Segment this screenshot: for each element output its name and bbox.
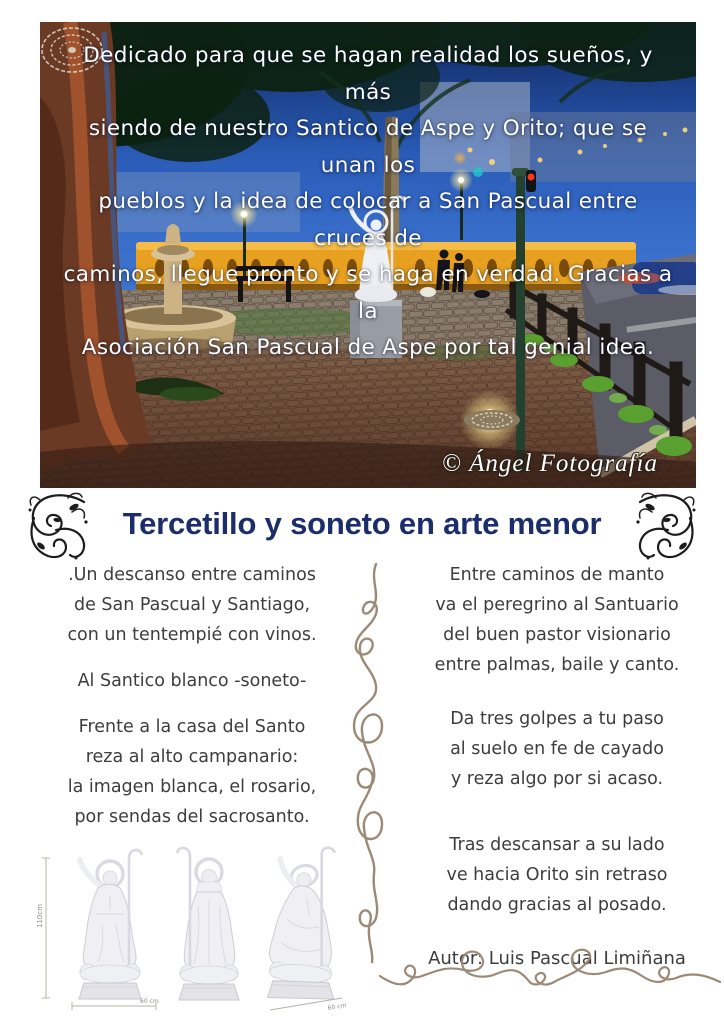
statue-front-view	[77, 850, 142, 999]
poem-line: dando gracias al posado.	[447, 895, 667, 915]
poem-line: de San Pascual y Santiago,	[73, 595, 311, 615]
dedication-line: siendo de nuestro Santico de Aspe y Orito; que se unan los	[88, 116, 648, 178]
dedication-line: Asociación San Pascual de Aspe por tal genial idea.	[81, 335, 655, 360]
title-row	[24, 488, 700, 560]
poem-line: por sendas del sacrosanto.	[74, 807, 310, 827]
stanza	[22, 712, 362, 832]
poem-line: con un tentempié con vinos.	[67, 625, 317, 645]
poem-line: Entre caminos de manto	[449, 565, 665, 585]
poem-line: y reza algo por si acaso.	[450, 769, 664, 789]
statue-three-quarter-view	[266, 844, 344, 1002]
dedication-text	[62, 38, 674, 367]
floral-flourish-right-icon	[634, 488, 700, 560]
poem-line: reza al alto campanario:	[85, 747, 299, 767]
poem-line: Tras descansar a su lado	[449, 835, 665, 855]
poem-line: del buen pastor visionario	[443, 625, 671, 645]
dedication-line: caminos, llegue pronto y se haga en verdad. Gracias a la	[63, 262, 673, 324]
poem-line: Da tres golpes a tu paso	[450, 709, 664, 729]
width-dimension-label: 60 cm	[140, 998, 159, 1005]
statue-renderings	[28, 836, 363, 1018]
poem-column-left	[22, 560, 362, 848]
page-title: Tercetillo y soneto en arte menor	[122, 506, 602, 541]
stanza	[22, 560, 362, 650]
stanza	[396, 704, 718, 794]
horizontal-swirl-ornament	[378, 936, 722, 1000]
poem-line: Frente a la casa del Santo	[78, 717, 306, 737]
floral-flourish-left-icon	[24, 488, 90, 560]
statue-back-view	[177, 848, 239, 1000]
author-credit: Autor: Luis Pascual Limiñana	[428, 948, 686, 969]
stanza	[396, 830, 718, 920]
stanza	[22, 666, 362, 696]
height-dimension-label: 110cm	[36, 903, 44, 928]
poem-line: ve hacia Orito sin retraso	[446, 865, 668, 885]
poem-line: va el peregrino al Santuario	[435, 595, 679, 615]
poem-line: Al Santico blanco -soneto-	[77, 671, 307, 691]
dedication-line: Dedicado para que se hagan realidad los sueños, y más	[83, 43, 653, 105]
poem-line: al suelo en fe de cayado	[450, 739, 664, 759]
stanza	[396, 560, 718, 680]
photographer-watermark: © Ángel Fotografía	[441, 450, 658, 477]
poem-line: .Un descanso entre caminos	[68, 565, 316, 585]
poem-line: la imagen blanca, el rosario,	[67, 777, 317, 797]
poem-column-right	[396, 560, 718, 974]
width-dimension-label: 60 cm	[327, 1002, 347, 1012]
hero-photo	[40, 22, 696, 488]
poem-line: entre palmas, baile y canto.	[434, 655, 680, 675]
dedication-line: pueblos y la idea de colocar a San Pascual entre cruces de	[98, 189, 638, 251]
